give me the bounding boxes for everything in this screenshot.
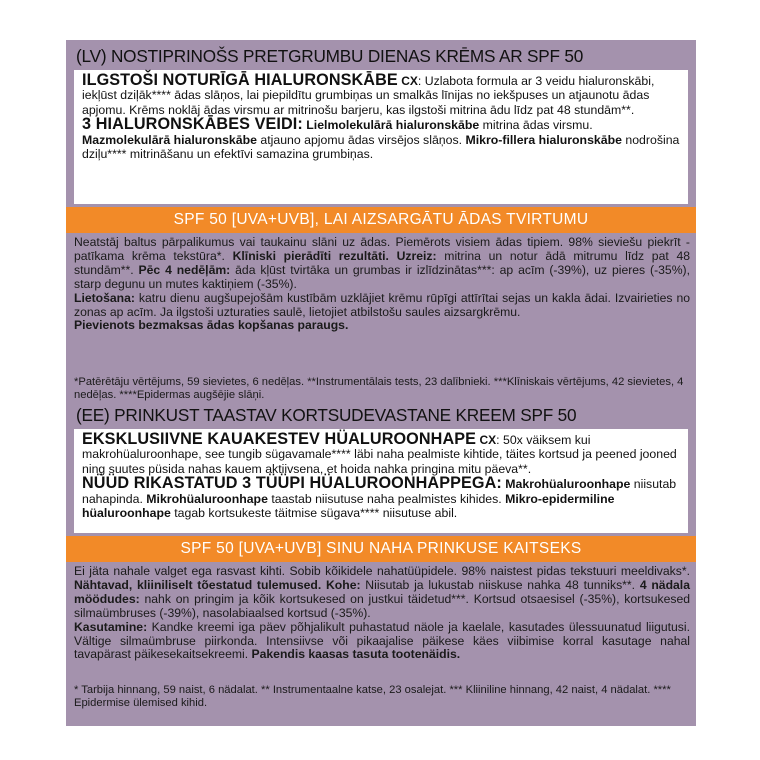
lv-body-p1-bold: Klīniski pierādīti rezultāti.	[224, 248, 389, 263]
ee-box-text-1: : 50x väiksem kui makrohüaluroonhape, see tungib sügavamale**** läbi naha pealmiste kihtide, täites kortsud ja peened jooned ning suutes püsida nahas kauem aktiivsena, et hoida nahka pringina mitu päeva**.	[82, 433, 677, 476]
ee-box-cx: CX	[479, 433, 497, 447]
lv-body-p1: Neatstāj baltus pārpalikumus vai taukainu slāni uz ādas. Piemērots visiem ādas tipiem. 98% sieviešu piekrīt - patīkama krēma tekstūra*.	[74, 235, 690, 263]
ee-body-text	[74, 565, 690, 662]
lv-box-2a: mitrina ādas virsmu.	[479, 118, 593, 133]
lv-usage-text: katru dienu augšupejošām kustībām uzklājiet krēmu rūpīgi attīrītai sejas un kakla ādai. Izvairieties no zonas ap acīm. Ja ilgstoši uzturaties saulē, lietojiet atbilstošu saules aizsargkrēmu.	[74, 290, 690, 319]
ee-footnotes: * Tarbija hinnang, 59 naist, 6 nädalat. ** Instrumentaalne katse, 23 osalejat. *** Kliiniline hinnang, 42 naist, 4 nädalat. **** Epidermise ülemised kihid.	[74, 684, 671, 710]
ee-ingredients-box	[74, 429, 688, 533]
lv-body-text	[74, 236, 690, 333]
lv-box-2b-bold: Mazmolekulārā hialuronskābe	[82, 132, 257, 147]
ee-box-heading-1: EKSKLUSIIVNE KAUAKESTEV HÜALUROONHAPE	[82, 430, 477, 448]
ee-usage-label: Kasutamine:	[74, 619, 148, 634]
ee-body-p1: Ei jäta nahale valget ega rasvast kihti. Sobib kõikidele nahatüüpidele. 98% naistest pidas tekstuuri meeldivaks*.	[74, 564, 690, 578]
lv-box-2b: atjauno apjomu ādas virsējos slāņos.	[256, 132, 463, 147]
ee-usage-text: Kandke kreemi iga päev põhjalikult puhastatud näole ja kaelale, kasutades ülessuunatud liigutusi. Vältige silmaümbruse piirkonda. Intensiivse või pikaajalise päikese käes viibimise korral kasutage nahal tavapärast päikesekaitsekreemi.	[74, 619, 690, 662]
lv-box-heading-1: ILGSTOŠI NOTURĪGĀ HIALURONSKĀBE	[82, 71, 398, 89]
ee-gift-text: Pakendis kaasas tasuta tootenäidis.	[248, 647, 461, 662]
lv-box-text-1: : Uzlabota formula ar 3 veidu hialuronskābi, iekļūst dziļāk**** ādas slāņos, lai piepildītu grumbiņas un smalkās līnijas no iekšpuses un atjaunotu ādas apjomu. Krēms noklāj ādas virsmu ar mitrinošu barjeru, kas ilgstoši mitrina ādu līdz pat 48 stundām**.	[82, 74, 655, 117]
ee-box-heading-2: NÜÜD RIKASTATUD 3 TÜÜPI HÜALUROONHAPPEGA:	[82, 474, 502, 493]
lv-box-2c-bold: Mikro-fillera hialuronskābe	[465, 132, 622, 147]
lv-spf-banner: SPF 50 [UVA+UVB], LAI AIZSARGĀTU ĀDAS TVIRTUMU	[66, 207, 696, 233]
lv-body-p1c: mitrina un notur ādā mitrumu līdz pat 48 stundām**.	[74, 248, 691, 277]
lv-usage-label: Lietošana:	[74, 290, 135, 305]
lv-body-p1d: āda kļūst tvirtāka un grumbas ir izlīdzinātas***: ap acīm (-39%), uz pieres (-35%), starp degunu un mutes kaktiņiem (-35%).	[74, 262, 690, 291]
ee-box-2c-bold: Mikro-epidermiline hüaluroonhape	[82, 491, 615, 521]
lv-box-2c: nodrošina dziļu**** mitrināšanu un efektīvi samazina grumbiņas.	[82, 132, 680, 162]
lv-body-p1c-bold: Uzreiz:	[388, 248, 437, 263]
ee-body-p1c: Niisutab ja lukustab niiskuse nahka 48 tunniks**.	[360, 577, 636, 592]
ee-spf-banner: SPF 50 [UVA+UVB] SINU NAHA PRINKUSE KAITSEKS	[66, 536, 696, 562]
lv-gift-text: Pievienots bezmaksas ādas kopšanas paraugs.	[74, 318, 349, 333]
ee-box-2a-bold: Makrohüaluroonhape	[505, 477, 631, 492]
lv-ingredients-box	[74, 70, 688, 204]
ee-body-p1c-bold: Kohe:	[321, 577, 361, 592]
lv-body-p1d-bold: Pēc 4 nedēļām:	[133, 262, 231, 277]
ee-box-2b-bold: Mikrohüaluroonhape	[146, 491, 268, 506]
ee-body-p1-bold: Nähtavad, kliiniliselt tõestatud tulemused.	[74, 577, 322, 592]
ee-box-2c: tagab kortsukeste täitmise sügava**** niisutuse abil.	[170, 506, 458, 521]
lv-title: (LV) NOSTIPRINOŠS PRETGRUMBU DIENAS KRĒMS AR SPF 50	[76, 46, 584, 66]
lv-box-heading-2: 3 HIALURONSKĀBES VEIDI:	[82, 115, 303, 134]
ee-box-2b: taastab niisutuse naha pealmistes kihides.	[267, 491, 502, 506]
ee-body-p1d: nahk on pringim ja kõik kortsukesed on justkui täidetud***. Kortsud otsaesisel (-35%), kortsukesed silmaümbruses (-39%), nasolabiaalsed kortsud (-35%).	[74, 591, 690, 620]
ee-box-2a: niisutab nahapinda.	[82, 477, 677, 506]
product-label-panel	[66, 40, 696, 726]
ee-body-p1d-bold: 4 nädala möödudes:	[74, 577, 690, 606]
ee-title: (EE) PRINKUST TAASTAV KORTSUDEVASTANE KREEM SPF 50	[76, 405, 577, 425]
lv-box-2a-bold: Lielmolekulārā hialuronskābe	[306, 118, 480, 133]
lv-footnotes: *Patērētāju vērtējums, 59 sievietes, 6 nedēļas. **Instrumentālais tests, 23 dalībnieki. ***Klīniskais vērtējums, 42 sievietes, 4 nedēļas. ****Epidermas augšējie slāņi.	[74, 376, 684, 402]
lv-box-cx: CX	[401, 74, 418, 88]
